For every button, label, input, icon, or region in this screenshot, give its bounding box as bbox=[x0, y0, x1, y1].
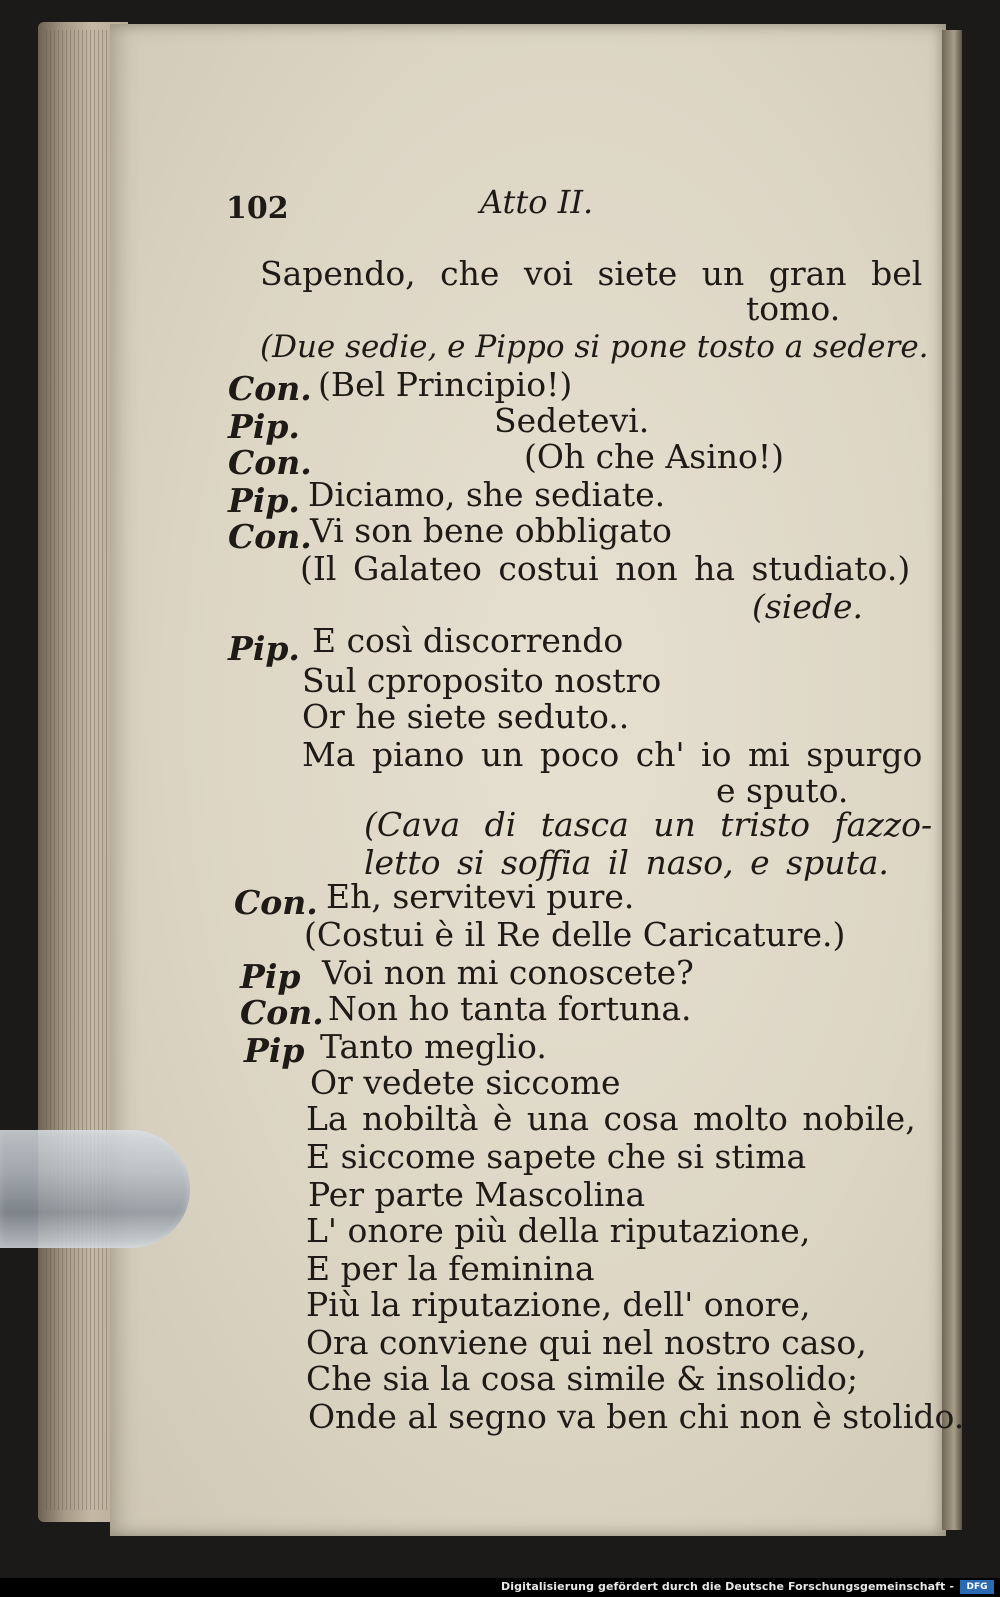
text-line: Non ho tanta fortuna. bbox=[328, 989, 692, 1028]
speaker-label: Pip bbox=[240, 957, 301, 996]
text-line: E così discorrendo bbox=[312, 621, 624, 660]
text-line: Or he siete seduto.. bbox=[302, 697, 630, 736]
text-line: (Il Galateo costui non ha studiato.) bbox=[300, 549, 911, 588]
stage-direction: (Due sedie, e Pippo si pone tosto a sedere. bbox=[260, 329, 929, 365]
text-line: Vi son bene obbligato bbox=[310, 511, 672, 550]
page-number: 102 bbox=[226, 191, 289, 226]
text-line: Tanto meglio. bbox=[320, 1027, 547, 1066]
text-line: Sapendo, che voi siete un gran bel bbox=[260, 254, 923, 293]
text-line: La nobiltà è una cosa molto nobile, bbox=[306, 1099, 916, 1138]
page-edge-lines bbox=[46, 30, 116, 1510]
speaker-label: Con. bbox=[228, 517, 312, 556]
speaker-label: Pip bbox=[244, 1031, 305, 1070]
text-line: Voi non mi conoscete? bbox=[322, 953, 694, 992]
stage-direction: (siede. bbox=[752, 587, 864, 626]
stage-direction: letto si soffia il naso, e sputa. bbox=[364, 843, 889, 882]
stage-direction: (Cava di tasca un tristo fazzo- bbox=[364, 805, 933, 844]
text-line: Per parte Mascolina bbox=[308, 1175, 646, 1214]
speaker-label: Con. bbox=[228, 369, 312, 408]
speaker-label: Con. bbox=[240, 993, 324, 1032]
text-line: Onde al segno va ben chi non è stolido. bbox=[308, 1397, 965, 1436]
text-line: e sputo. bbox=[716, 771, 849, 810]
speaker-label: Pip. bbox=[228, 481, 300, 520]
text-line: Eh, servitevi pure. bbox=[326, 877, 635, 916]
text-line: Sul cproposito nostro bbox=[302, 661, 662, 700]
speaker-label: Pip. bbox=[228, 629, 300, 668]
text-line: Ma piano un poco ch' io mi spurgo bbox=[302, 735, 923, 774]
text-line: Sedetevi. bbox=[494, 401, 650, 440]
text-line: Ora conviene qui nel nostro caso, bbox=[306, 1323, 867, 1362]
text-line: Che sia la cosa simile & insolido; bbox=[306, 1359, 858, 1398]
speaker-label: Pip. bbox=[228, 407, 300, 446]
footer-credit: Digitalisierung gefördert durch die Deutsche Forschungsgemeinschaft - bbox=[501, 1580, 954, 1593]
text-line: (Costui è il Re delle Caricature.) bbox=[304, 915, 846, 954]
speaker-label: Con. bbox=[228, 443, 312, 482]
speaker-label: Con. bbox=[234, 883, 318, 922]
page-clip bbox=[0, 1130, 190, 1248]
text-line: Diciamo, she sediate. bbox=[308, 475, 666, 514]
text-line: L' onore più della riputazione, bbox=[306, 1211, 811, 1250]
text-line: E siccome sapete che si stima bbox=[306, 1137, 807, 1176]
running-head: Atto II. bbox=[480, 183, 594, 221]
text-line: tomo. bbox=[746, 289, 841, 328]
text-line: (Bel Principio!) bbox=[318, 365, 573, 404]
text-line: (Oh che Asino!) bbox=[524, 437, 785, 476]
text-line: E per la feminina bbox=[306, 1249, 595, 1288]
text-line: Più la riputazione, dell' onore, bbox=[306, 1285, 811, 1324]
dfg-logo: DFG bbox=[960, 1580, 994, 1594]
book-gutter bbox=[942, 30, 962, 1530]
text-line: Or vedete siccome bbox=[310, 1063, 621, 1102]
